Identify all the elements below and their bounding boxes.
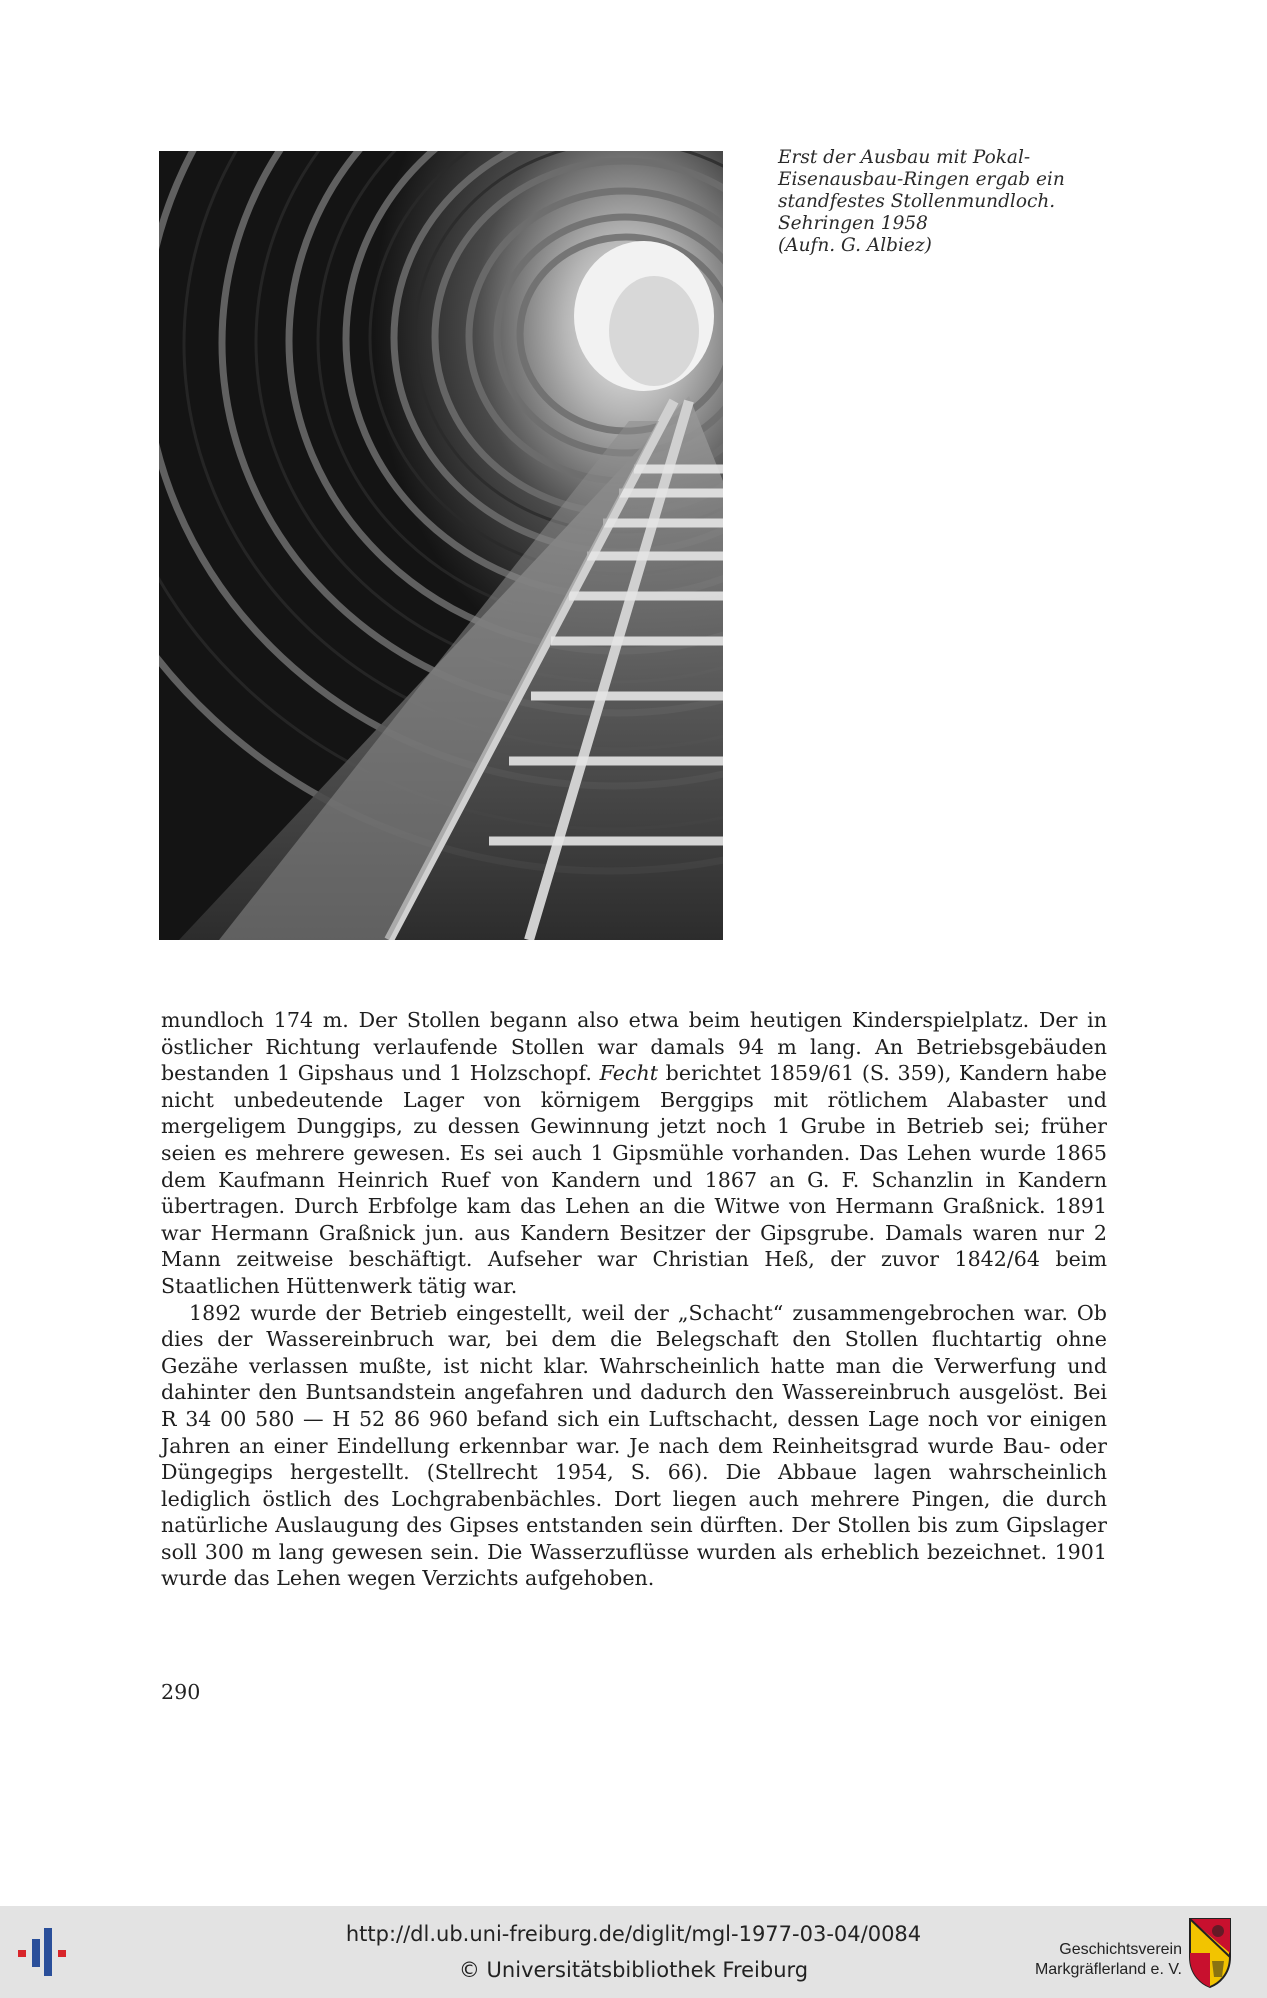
body-text (161, 1007, 1107, 1592)
photo-caption (778, 147, 1108, 257)
paragraph-1-part-b: berichtet 1859/61 (S. 359), Kandern habe nicht unbedeutende Lager von körnigem Berggips mit rötlichem Alabaster und mergeligem Dunggips, zu dessen Gewinnung jetzt noch 1 Grube in Betrieb sei; früher seien es mehrere gewesen. Es sei auch 1 Gipsmühle vorhanden. Das Lehen wurde 1865 dem Kaufmann Heinrich Ruef von Kandern und 1867 an G. F. Schanzlin in Kandern übertragen. Durch Erbfolge kam das Lehen an die Witwe von Hermann Graßnick. 1891 war Hermann Graßnick jun. aus Kandern Besitzer der Gipsgrube. Damals waren nur 2 Mann zeitweise beschäftigt. Aufseher war Christian Heß, der zuvor 1842/64 beim Staatlichen Hüttenwerk tätig war. (161, 1061, 1107, 1298)
footer-url-link[interactable]: http://dl.ub.uni-freiburg.de/diglit/mgl-1977-03-04/0084 (345, 1922, 922, 1946)
caption-line: standfestes Stollenmundloch. (778, 191, 1056, 212)
caption-line: (Aufn. G. Albiez) (778, 235, 932, 256)
footer-copyright: © Universitätsbibliothek Freiburg (458, 1958, 809, 1982)
author-name: Fecht (599, 1061, 659, 1086)
paragraph-2: 1892 wurde der Betrieb eingestellt, weil der „Schacht“ zusammengebrochen war. Ob dies der Wassereinbruch war, bei dem die Belegschaft den Stollen fluchtartig ohne Gezähe verlassen mußte, ist nicht klar. Wahrscheinlich hatte man die Verwerfung und dahinter den Buntsandstein angefahren und dadurch den Wassereinbruch ausgelöst. Bei R 34 00 580 — H 52 86 960 befand sich ein Luftschacht, dessen Lage noch vor einigen Jahren an einer Eindellung erkennbar war. Je nach dem Reinheitsgrad wurde Bau- oder Düngegips hergestellt. (Stellrecht 1954, S. 66). Die Abbaue lagen wahrscheinlich lediglich östlich des Lochgrabenbächles. Dort liegen auch mehrere Pingen, die durch natürliche Auslaugung des Gipses entstanden sein dürften. Der Stollen bis zum Gipslager soll 300 m lang gewesen sein. Die Wasserzuflüsse wurden als erheblich bezeichnet. 1901 wurde das Lehen wegen Verzichts aufgehoben. (161, 1300, 1107, 1591)
caption-line: Erst der Ausbau mit Pokal- (778, 147, 1031, 168)
society-line-2: Markgräflerland e. V. (1034, 1961, 1182, 1978)
paragraph-1 (161, 1007, 1107, 1300)
crest-icon (1188, 1917, 1232, 1989)
caption-line: Sehringen 1958 (778, 213, 928, 234)
caption-line: Eisenausbau-Ringen ergab ein (778, 169, 1065, 190)
society-name (1035, 1940, 1182, 1980)
society-line-1: Geschichtsverein (1059, 1941, 1182, 1958)
page-number: 290 (161, 1680, 201, 1704)
tunnel-photo (159, 151, 723, 940)
paragraph-1-part-a: mundloch 174 m. Der Stollen begann also etwa beim heutigen Kinderspielplatz. Der in östlicher Richtung verlaufende Stollen war damals 94 m lang. An Betriebsgebäuden bestanden 1 Gipshaus und 1 Holzschopf. (161, 1008, 1107, 1086)
footer-bar (0, 1906, 1267, 1998)
